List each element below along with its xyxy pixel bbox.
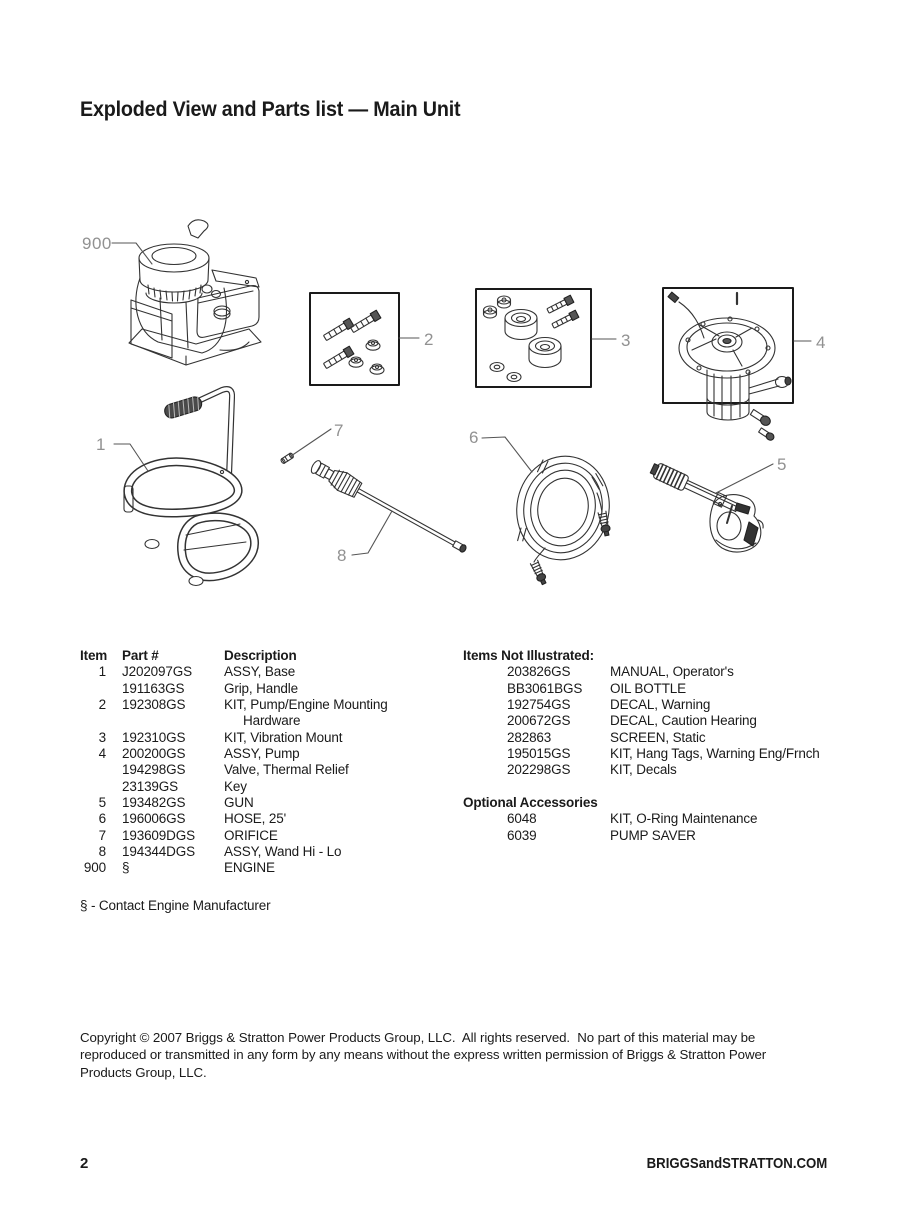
callout-6	[469, 428, 532, 472]
part-description: MANUAL, Operator's	[610, 664, 734, 680]
table-row	[80, 730, 388, 746]
wand-illustration	[308, 457, 470, 559]
part-description: ASSY, Pump	[224, 745, 300, 761]
header-part: Part #	[122, 648, 159, 663]
part-number: 200200GS	[122, 745, 186, 761]
part-description: KIT, Pump/Engine Mounting Hardware	[224, 696, 388, 729]
table-row	[463, 713, 820, 729]
part-item-number: 900	[83, 860, 106, 876]
part-number: 193482GS	[122, 794, 186, 810]
gun-illustration	[649, 461, 763, 552]
table-row	[80, 811, 388, 827]
callout-8	[337, 511, 392, 565]
part-item-number: 2	[98, 696, 106, 712]
table-row	[463, 746, 820, 762]
table-row	[80, 828, 388, 844]
table-row	[80, 860, 388, 876]
part-description: HOSE, 25'	[224, 811, 287, 827]
table-row	[80, 762, 388, 778]
part-number: 192754GS	[507, 696, 571, 712]
part-number: 6048	[507, 811, 537, 827]
part-description: DECAL, Warning	[610, 696, 711, 712]
callout-3	[592, 331, 631, 350]
optional-accessories-heading: Optional Accessories	[463, 794, 598, 810]
part-description: Valve, Thermal Relief	[224, 762, 349, 778]
part-number: §	[122, 860, 130, 876]
part-item-number: 8	[98, 843, 106, 859]
optional-accessories-rows	[463, 811, 820, 844]
svg-text:3: 3	[621, 331, 631, 350]
page-number: 2	[80, 1155, 89, 1172]
svg-text:6: 6	[469, 428, 479, 447]
table-row	[463, 681, 820, 697]
copyright-line: reproduced or transmitted in any form by any means without the express written permission of Briggs & Stratton Power	[80, 1047, 767, 1063]
part-item-number	[80, 681, 106, 697]
base-assembly-illustration	[124, 389, 255, 586]
part-description: KIT, O-Ring Maintenance	[610, 811, 758, 827]
table-row	[80, 697, 388, 730]
part-number: 200672GS	[507, 713, 571, 729]
callout-2	[399, 330, 434, 349]
part-description: OIL BOTTLE	[610, 680, 687, 696]
part-description: DECAL, Caution Hearing	[610, 713, 757, 729]
part-item-number: 4	[98, 745, 106, 761]
part-number: J202097GS	[122, 664, 192, 680]
part-number: 194298GS	[122, 762, 186, 778]
mounting-hardware-kit-illustration	[310, 293, 399, 385]
exploded-view-diagram	[0, 190, 906, 630]
part-item-number: 6	[98, 811, 106, 827]
svg-text:900: 900	[82, 234, 112, 253]
part-description: SCREEN, Static	[610, 729, 706, 745]
orifice-illustration	[280, 453, 294, 465]
engine-footnote: § - Contact Engine Manufacturer	[80, 898, 271, 913]
table-row	[463, 664, 820, 680]
callout-1	[96, 435, 148, 471]
callout-4	[794, 333, 826, 352]
table-row	[80, 844, 388, 860]
part-description: PUMP SAVER	[610, 827, 696, 843]
table-row	[463, 811, 820, 827]
part-description: ENGINE	[224, 860, 275, 876]
part-description: Key	[224, 778, 247, 794]
table-row	[463, 730, 820, 746]
pump-assembly-illustration	[663, 288, 793, 442]
part-item-number: 5	[98, 794, 106, 810]
part-number: 194344DGS	[122, 843, 195, 859]
part-item-number	[80, 762, 106, 778]
part-description: ASSY, Wand Hi - Lo	[224, 843, 342, 859]
part-item-number: 7	[98, 827, 106, 843]
part-description: KIT, Vibration Mount	[224, 729, 343, 745]
part-item-number: 1	[98, 664, 106, 680]
website-footer: BRIGGSandSTRATTON.COM	[646, 1155, 827, 1172]
part-description: KIT, Hang Tags, Warning Eng/Frnch	[610, 745, 820, 761]
table-row	[463, 828, 820, 844]
copyright-line: Products Group, LLC.	[80, 1064, 207, 1080]
table-row	[463, 697, 820, 713]
rubber-mount	[505, 310, 561, 368]
part-number: 191163GS	[122, 680, 185, 696]
part-number: 282863	[507, 729, 552, 745]
part-description: ASSY, Base	[224, 664, 296, 680]
svg-text:2: 2	[424, 330, 434, 349]
part-description: ORIFICE	[224, 827, 278, 843]
part-item-number	[80, 779, 106, 795]
part-description: Grip, Handle	[224, 680, 298, 696]
svg-text:4: 4	[816, 333, 826, 352]
parts-table	[80, 648, 388, 877]
svg-text:8: 8	[337, 546, 347, 565]
svg-text:7: 7	[334, 421, 344, 440]
parts-table-rows	[80, 664, 388, 876]
table-row	[463, 762, 820, 778]
part-number: 203826GS	[507, 664, 571, 680]
part-number: 192310GS	[122, 729, 186, 745]
copyright-notice	[80, 1029, 766, 1081]
table-row	[80, 779, 388, 795]
table-row	[80, 746, 388, 762]
header-description: Description	[224, 648, 297, 663]
hose-illustration	[507, 448, 619, 586]
table-row	[80, 795, 388, 811]
table-row	[80, 664, 388, 680]
callout-900	[82, 234, 152, 264]
header-item: Item	[80, 648, 108, 663]
part-number: 202298GS	[507, 762, 571, 778]
part-number: 195015GS	[507, 745, 571, 761]
page-title: Exploded View and Parts list — Main Unit	[80, 98, 461, 121]
part-number: 196006GS	[122, 811, 186, 827]
part-description: GUN	[224, 794, 254, 810]
part-description: KIT, Decals	[610, 762, 677, 778]
engine-illustration	[129, 220, 261, 365]
not-illustrated-heading: Items Not Illustrated:	[463, 648, 594, 663]
callout-7	[291, 421, 344, 456]
part-number: 193609DGS	[122, 827, 195, 843]
part-number: 6039	[507, 827, 537, 843]
copyright-line: Copyright © 2007 Briggs & Stratton Power Products Group, LLC. All rights reserved. No part of this material may be	[80, 1030, 756, 1045]
vibration-mount-kit-illustration	[476, 289, 591, 387]
part-number: 192308GS	[122, 696, 186, 712]
svg-text:5: 5	[777, 455, 787, 474]
flange-nut	[349, 340, 384, 374]
parts-table-header	[80, 648, 388, 664]
part-number: 23139GS	[122, 778, 178, 794]
not-illustrated-rows	[463, 664, 820, 778]
svg-text:1: 1	[96, 435, 106, 454]
part-number: BB3061BGS	[507, 680, 583, 696]
not-illustrated-section	[463, 648, 820, 844]
part-item-number: 3	[98, 729, 106, 745]
callout-5	[716, 455, 787, 493]
table-row	[80, 681, 388, 697]
